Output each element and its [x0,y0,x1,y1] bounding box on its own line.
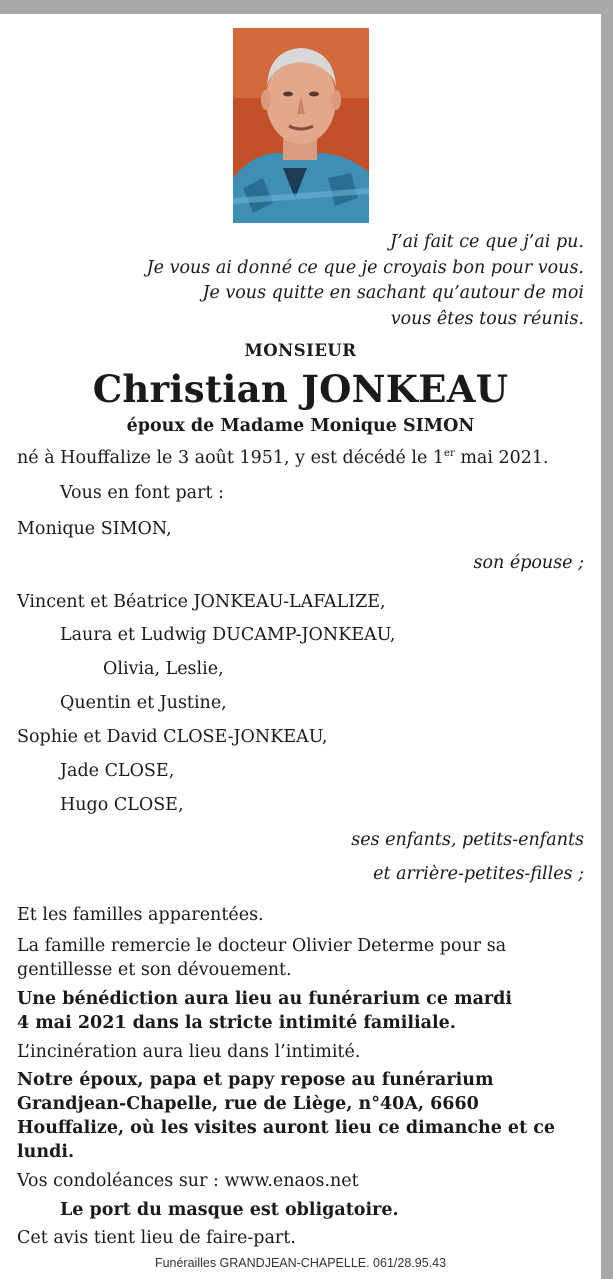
portrait-photo [233,28,369,223]
blessing-line: Une bénédiction aura lieu au funérarium ce mardi [17,989,513,1009]
family-member: Quentin et Justine, [60,693,227,713]
family-member: Olivia, Leslie, [103,659,224,679]
rest-line: Grandjean-Chapelle, rue de Liège, n°40A, 6660 [17,1094,479,1114]
ordinal-superscript: er [444,448,455,459]
wife-name: Monique SIMON, [17,519,172,539]
deceased-name: Christian JONKEAU [92,367,509,411]
family-member: Sophie et David CLOSE-JONKEAU, [17,727,328,747]
poem-line: vous êtes tous réunis. [390,308,584,329]
cremation-line: L’incinération aura lieu dans l’intimité. [17,1042,361,1062]
blessing-line: 4 mai 2021 dans la stricte intimité familiale. [17,1013,456,1033]
children-role: ses enfants, petits-enfants [351,830,584,850]
thanks-line: La famille remercie le docteur Olivier Determe pour sa [17,936,507,956]
rest-line: Houffalize, où les visites auront lieu ce dimanche et ce [17,1118,556,1138]
family-member: Laura et Ludwig DUCAMP-JONKEAU, [60,625,396,645]
honorific: MONSIEUR [244,341,357,360]
spouse-line: époux de Madame Monique SIMON [126,416,475,436]
poem-line: Je vous quitte en sachant qu’autour de moi [202,283,584,303]
birth-death-end: mai 2021. [454,448,549,468]
mask-line: Le port du masque est obligatoire. [60,1200,399,1220]
faire-part-line: Cet avis tient lieu de faire-part. [17,1228,296,1248]
portrait-illustration [233,28,369,223]
epitaph-poem [24,230,584,332]
announce-line: Vous en font part : [60,483,224,503]
poem-line: Je vous ai donné ce que je croyais bon pour vous. [146,257,584,278]
birth-death-line [17,448,549,468]
birth-death-text: né à Houffalize le 3 août 1951, y est décédé le 1 [17,448,445,468]
family-member: Vincent et Béatrice JONKEAU-LAFALIZE, [17,592,386,612]
thanks-line: gentillesse et son dévouement. [17,960,292,980]
rest-line: lundi. [17,1142,75,1162]
poem-line: J’ai fait ce que j’ai pu. [389,232,584,252]
funeral-home-footer: Funérailles GRANDJEAN-CHAPELLE. 061/28.95.43 [154,1256,447,1270]
condolences-line: Vos condoléances sur : www.enaos.net [17,1171,359,1191]
family-member: Hugo CLOSE, [60,795,184,815]
relatives-line: Et les familles apparentées. [17,905,264,925]
obituary-card [0,14,601,1279]
children-role: et arrière-petites-filles ; [373,864,584,884]
family-member: Jade CLOSE, [60,761,175,781]
wife-role: son épouse ; [473,553,584,573]
rest-line: Notre époux, papa et papy repose au funérarium [17,1070,494,1090]
